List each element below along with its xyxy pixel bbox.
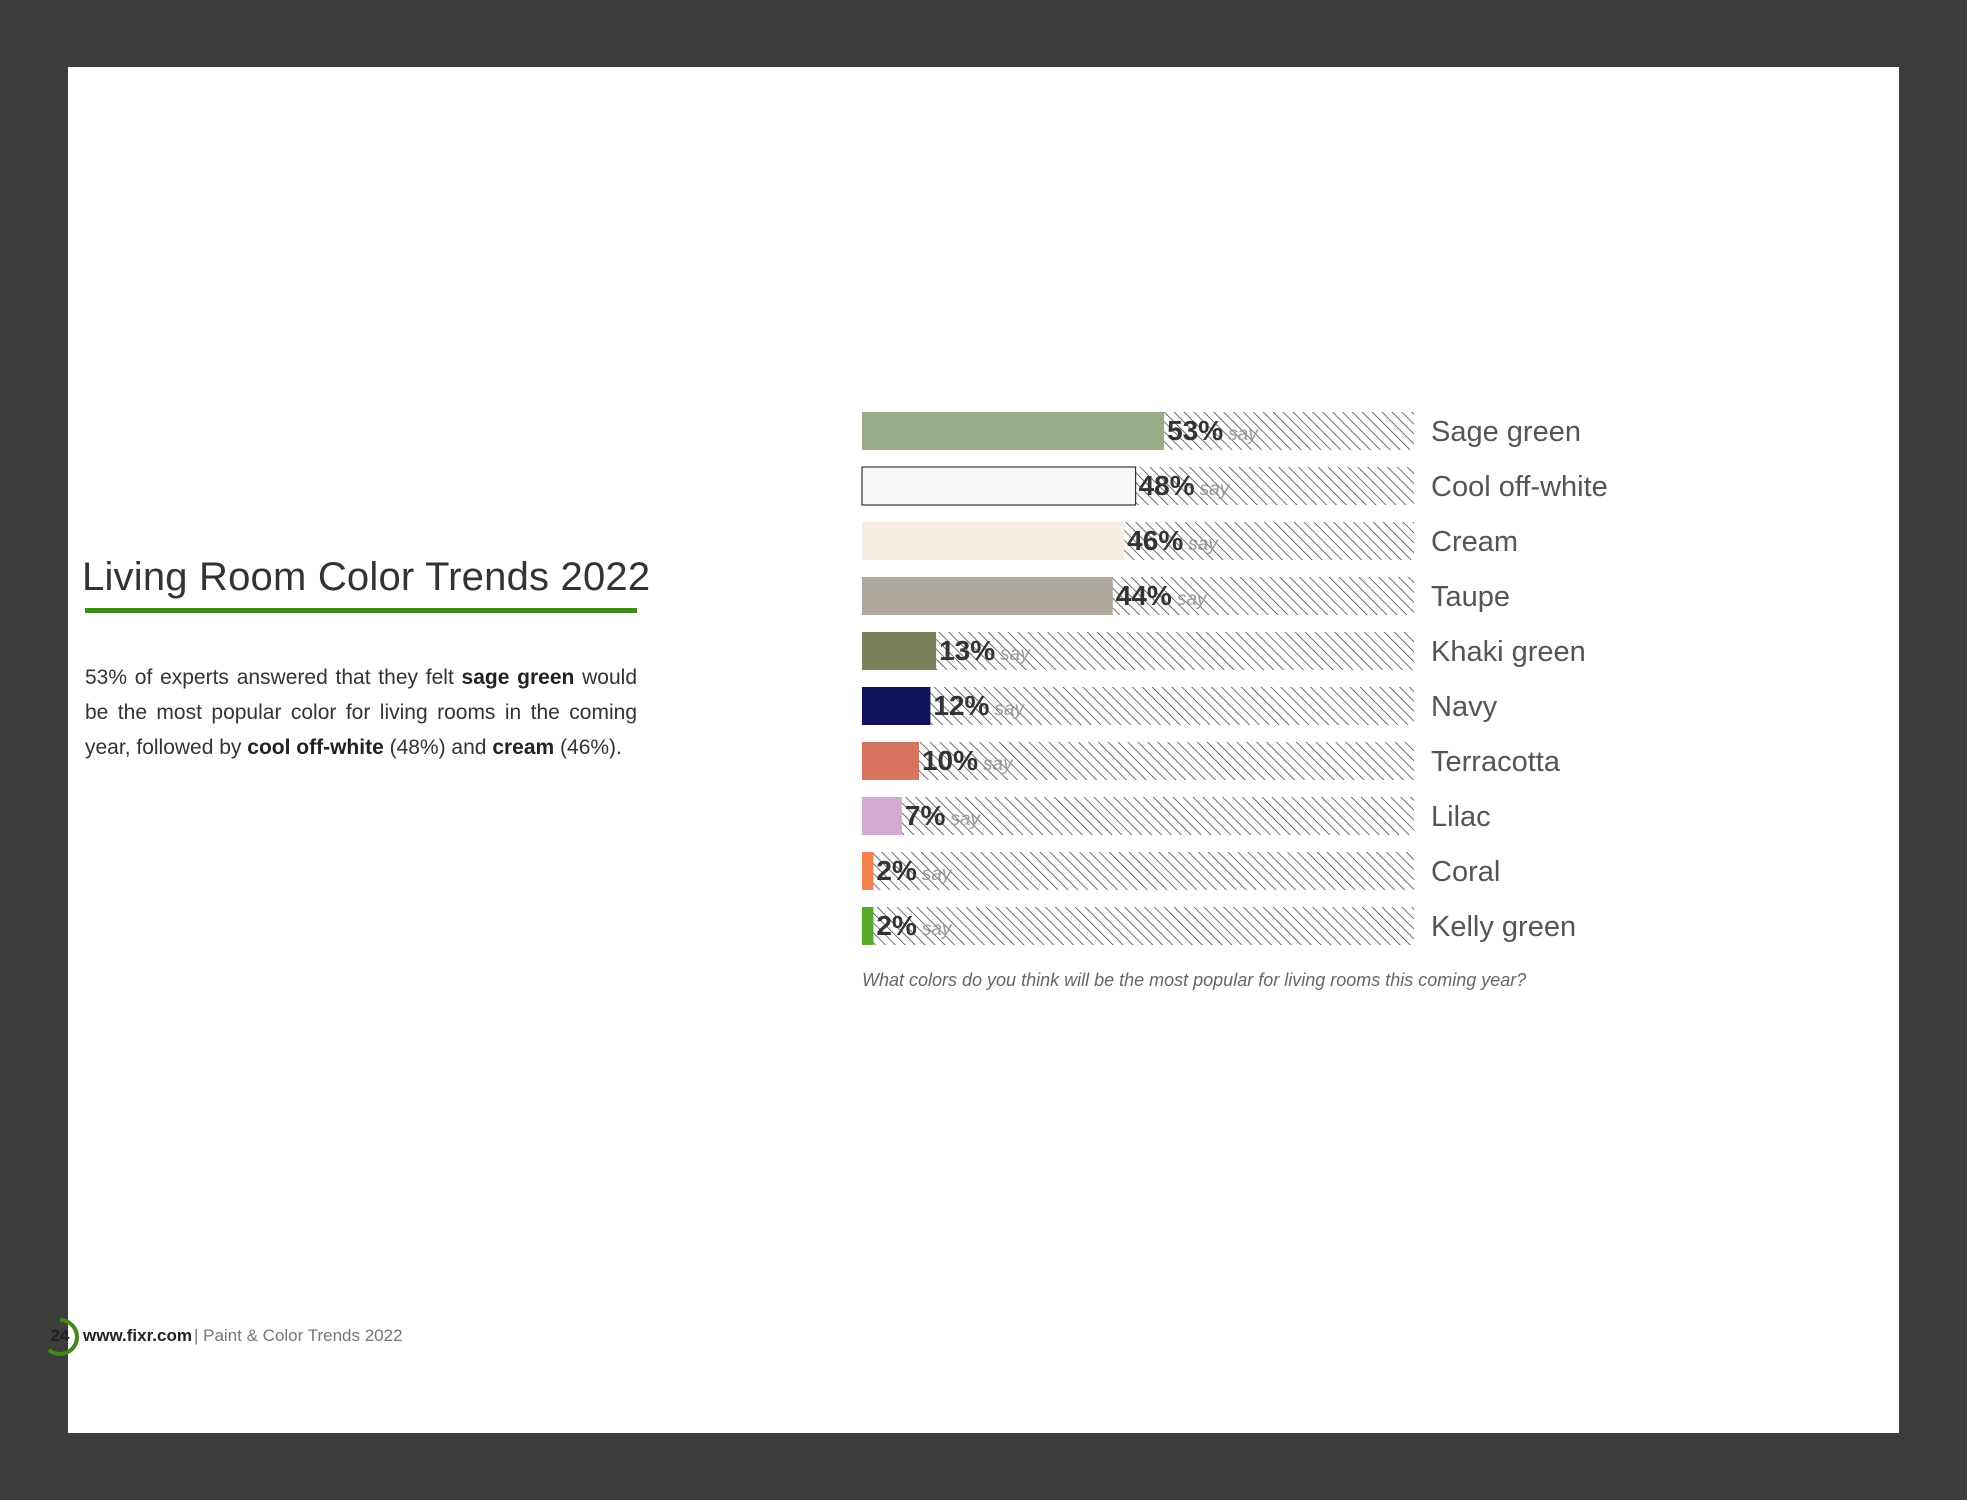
value-label: 53%: [1167, 415, 1224, 446]
page-number: 24: [50, 1326, 70, 1345]
bar-row: [862, 412, 1581, 450]
bar: [862, 577, 1113, 615]
value-suffix: say: [1188, 534, 1218, 555]
summary-paragraph: [85, 660, 637, 765]
chart-question-note: What colors do you think will be the most popular for living rooms this coming year?: [862, 970, 1527, 990]
category-label: Khaki green: [1431, 636, 1586, 668]
bar: [862, 412, 1164, 450]
bar: [862, 852, 873, 890]
value-suffix: say: [1199, 479, 1230, 500]
category-label: Terracotta: [1431, 746, 1560, 778]
value-label: 12%: [933, 690, 990, 721]
bar-row: [862, 522, 1518, 560]
category-label: Cream: [1431, 526, 1519, 558]
value-label: 48%: [1138, 470, 1195, 501]
bar: [862, 467, 1136, 505]
category-label: Coral: [1431, 856, 1501, 888]
bar: [862, 907, 873, 945]
value-suffix: say: [983, 754, 1013, 775]
footer-site-link[interactable]: www.fixr.com: [83, 1326, 192, 1345]
value-suffix: say: [994, 699, 1025, 720]
bar-row: [862, 577, 1510, 615]
value-suffix: say: [950, 809, 980, 830]
bar-row: [862, 632, 1586, 670]
summary-bold-sage: sage green: [461, 666, 575, 689]
summary-text-1: 53% of experts answered that they felt: [85, 666, 462, 689]
summary-text-4: (46%).: [554, 736, 622, 759]
category-label: Sage green: [1431, 416, 1581, 448]
summary-bold-offwhite: cool off-white: [247, 736, 384, 759]
bar: [862, 687, 930, 725]
bar: [862, 632, 936, 670]
bar-row: [862, 467, 1608, 505]
bar-row: [862, 742, 1561, 780]
value-suffix: say: [1228, 424, 1258, 445]
bar-row: [862, 852, 1500, 890]
bar: [862, 742, 919, 780]
value-label: 2%: [876, 910, 917, 941]
value-label: 2%: [876, 855, 917, 886]
value-suffix: say: [921, 919, 952, 940]
summary-bold-cream: cream: [492, 736, 555, 759]
value-label: 7%: [904, 800, 946, 831]
footer-publication: | Paint & Color Trends 2022: [194, 1326, 403, 1345]
bar: [862, 797, 902, 835]
title-underline: [85, 608, 637, 613]
value-label: 10%: [921, 745, 979, 776]
value-label: 44%: [1115, 580, 1172, 611]
bar-chart-svg: [862, 338, 1762, 943]
value-label: 13%: [939, 635, 996, 666]
summary-text-2: would be the most popular color for living rooms in the coming year, followed by: [85, 666, 638, 759]
category-label: Lilac: [1431, 801, 1491, 833]
value-suffix: say: [921, 864, 952, 885]
bar-row: [862, 907, 1576, 945]
category-label: Navy: [1431, 691, 1498, 723]
summary-text-3: (48%) and: [383, 736, 493, 759]
page-title: Living Room Color Trends 2022: [82, 555, 651, 599]
value-suffix: say: [1000, 644, 1030, 665]
category-label: Kelly green: [1431, 911, 1577, 943]
category-label: Taupe: [1431, 581, 1511, 613]
category-label: Cool off-white: [1431, 471, 1608, 503]
value-suffix: say: [1176, 589, 1207, 610]
bar: [862, 522, 1124, 560]
bar-row: [862, 687, 1498, 725]
bar-row: [862, 797, 1491, 835]
footer: [0, 1317, 800, 1357]
value-label: 46%: [1127, 525, 1184, 556]
